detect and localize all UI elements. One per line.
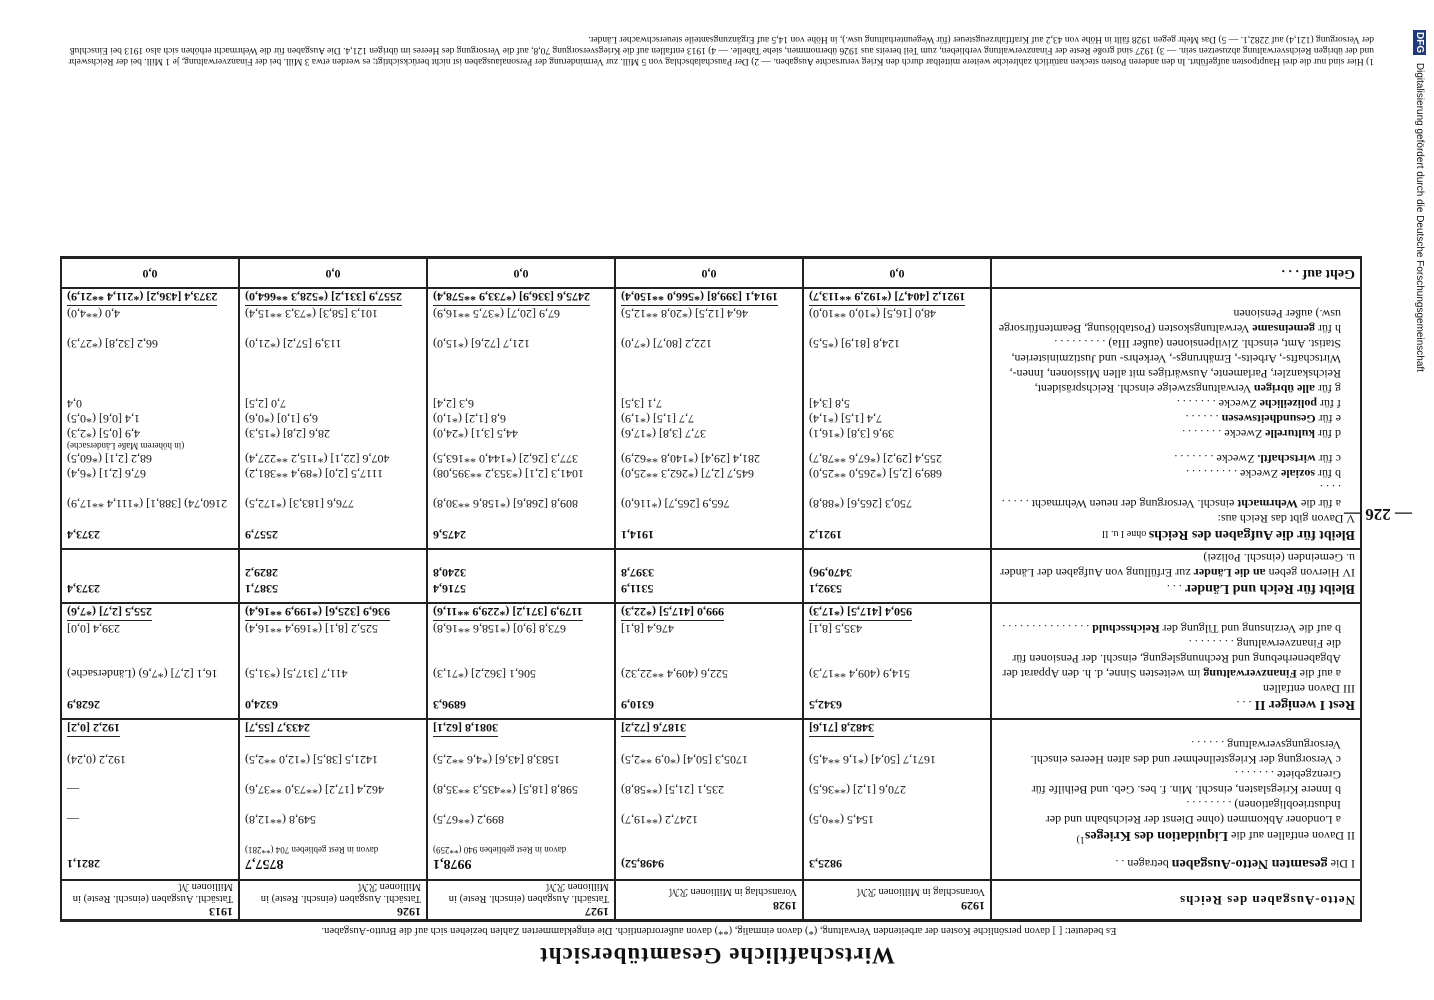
label-bold: polizeiliche <box>1259 397 1317 411</box>
cell-1928: 765,9 [265,7] (*116,0) <box>615 481 803 511</box>
cell-1913: 2628,9 <box>61 696 239 719</box>
label-bold: Bleibt für die Aufgaben des Reichs <box>1148 527 1355 542</box>
cell-1913: — <box>61 767 239 797</box>
cell-1926: 411,7 [317,5] (*31,5) <box>239 636 427 681</box>
cell-1913: 192,2 (0,24) <box>61 737 239 767</box>
subtotal-row <box>61 603 1361 621</box>
cell-1927: 6,8 [1,2] (*1,0) <box>427 411 615 426</box>
label-part: ohne I u. II <box>1101 528 1149 539</box>
cell-1928: 0,0 <box>615 258 803 289</box>
cell-1926: 1117,5 [2,0] (*89,4 **381,2) <box>239 466 427 481</box>
label-part: I Die <box>1327 857 1355 871</box>
row-label <box>991 636 1361 681</box>
cell-1927: 1583,8 [43,6] (*4,6 **2,5) <box>427 737 615 767</box>
digitization-credit <box>1413 30 1426 372</box>
cell-1928: 476,4 [8,1] <box>615 621 803 636</box>
subtotal-value: 999,0 [417,5] (*22,3) <box>621 605 724 619</box>
label-bold: kulturelle <box>1265 427 1315 441</box>
cell-1927: 5716,4 <box>427 580 615 603</box>
year-1928: 1928 <box>773 899 797 914</box>
label-bold: Geht auf . . . <box>1281 266 1355 281</box>
cell-1928: 3397,8 <box>615 549 803 580</box>
subtotal-row <box>61 288 1361 306</box>
cell-1927: 6,3 [2,4] <box>427 396 615 411</box>
table-row <box>61 737 1361 767</box>
cell-1926: 549,8 (**12,8) <box>239 797 427 827</box>
cell-1929: 689,9 [2,5] (*265,0 **25,0) <box>803 466 991 481</box>
cell-1927 <box>427 603 615 621</box>
label-bold: an die Länder <box>1193 566 1266 580</box>
subtotal-value: 1914,1 [399,8] (*566,0 **150,4) <box>621 290 778 304</box>
table-row <box>61 526 1361 549</box>
label-bold: Finanzverwaltung <box>1203 667 1297 681</box>
cell-1929: 750,3 [265,6] (*88,8) <box>803 481 991 511</box>
label-part: Verwaltungszweige einschl. Reichspräsident, Reichskanzler, Parlamente, Auswärtiges mit allen Missionen, Innen-, Wirtschafts-, Arbeits-, Ernährungs-, Verkehrs- und Justizministerien, Statist. Amt, einschl. Zivilpensionen (außer IIIa) . . . . . . . . . <box>1009 337 1341 396</box>
subtotal-value: 3482,8 [71,6] <box>809 721 874 735</box>
table-row <box>61 797 1361 827</box>
cell-note: (in höherem Maße Ländersache) <box>67 441 185 451</box>
cell-1927 <box>427 719 615 737</box>
cell-1927: 673,8 [9,0] (*158,6 **16,8) <box>427 621 615 636</box>
row-label <box>991 411 1361 426</box>
label-part: . . . <box>1166 582 1185 596</box>
page-number: — 226 — <box>1344 505 1412 524</box>
label-part: Zwecke . . . . . . . <box>1182 427 1266 441</box>
cell-1927: 506,1 [362,2] (*71,3) <box>427 636 615 681</box>
row-label <box>991 797 1361 827</box>
row-label <box>991 603 1361 621</box>
table-row <box>61 411 1361 426</box>
cell-1926: 1421,5 [38,5] (*12,0 **2,5) <box>239 737 427 767</box>
cell-1928: 37,7 [3,8] (*17,6) <box>615 426 803 441</box>
cell-1927 <box>427 681 615 696</box>
cell-1929: 7,4 [1,5] (*1,4) <box>803 411 991 426</box>
page-title: Wirtschaftliche Gesamtübersicht <box>539 943 895 968</box>
cell-1927 <box>427 845 615 880</box>
header-1927 <box>427 880 615 921</box>
cell-1913: 2160,74) [388,1] (*111,4 **17,9) <box>61 481 239 511</box>
row-label <box>991 827 1361 845</box>
table-row <box>61 549 1361 580</box>
table-header-row <box>61 880 1361 921</box>
cell-1926 <box>239 603 427 621</box>
cell-1926 <box>239 845 427 880</box>
cell-1928: 522,6 (409,4 **22,32) <box>615 636 803 681</box>
cell-1926 <box>239 681 427 696</box>
cell-1929: 5392,1 <box>803 580 991 603</box>
cell-1929: 9825,3 <box>803 845 991 880</box>
cell-1928: 7,7 [1,5] (*1,9) <box>615 411 803 426</box>
label-part: d für <box>1315 427 1341 441</box>
label-bold: Liquidation des Krieges <box>1084 828 1229 843</box>
row-label <box>991 336 1361 396</box>
cell-1928: 5311,9 <box>615 580 803 603</box>
credit-text: Digitalisierung gefördert durch die Deutsche Forschungsgemeinschaft <box>1414 62 1425 372</box>
cell-1913: 2373,4 <box>61 580 239 603</box>
cell-1926 <box>239 288 427 306</box>
subtotal-value: 2475,6 [336,9] (*733,9 **578,4) <box>433 290 590 304</box>
cell-1927: 121,7 [72,6] (*15,0) <box>427 336 615 396</box>
subtotal-value: 3081,8 [62,1] <box>433 721 498 735</box>
row-label <box>991 549 1361 580</box>
header-label: Netto-Ausgaben des Reichs <box>991 880 1361 921</box>
subtotal-value: 936,9 [325,6] (*199,9 **16,4) <box>245 605 390 619</box>
row-label <box>991 719 1361 737</box>
cell-1928: 645,7 [2,7] (*262,3 **25,0) <box>615 466 803 481</box>
row-label <box>991 696 1361 719</box>
year-1927: 1927 <box>585 905 609 919</box>
cell-1913: 239,4 [0,0] <box>61 621 239 636</box>
cell-1913 <box>61 288 239 306</box>
label-part: c Versorgung der Kriegsteilnehmer und des alten Heeres einschl. Versorgungsverwaltung . . . . . . <box>1030 738 1341 767</box>
row-label <box>991 426 1361 441</box>
cell-1929 <box>803 719 991 737</box>
cell-1927: 598,8 [18,5] (**435,3 **35,8) <box>427 767 615 797</box>
cell-1913: 0,4 <box>61 396 239 411</box>
table-row <box>61 621 1361 636</box>
cell-1927: 0,0 <box>427 258 615 289</box>
cell-1926: 462,4 [17,2] (**73,0 **37,6) <box>239 767 427 797</box>
label-part: a auf die <box>1296 667 1341 681</box>
cell-1913: 2373,4 <box>61 526 239 549</box>
cell-1929: 1921,2 <box>803 526 991 549</box>
cell-1929: 1671,7 [50,4] (*1,6 **4,5) <box>803 737 991 767</box>
cell-1926: 6,9 [1,0] (*0,6) <box>239 411 427 426</box>
cell-1926: 776,6 [183,3] (*172,5) <box>239 481 427 511</box>
subtotal-value: 2373,4 [436,2] (*211,4 **21,9) <box>67 290 218 304</box>
cell-1927: 67,9 [20,7] (*37,5 **16,9) <box>427 306 615 336</box>
cell-1929 <box>803 827 991 845</box>
subtotal-value: 2557,9 [331,2] (*528,3 **664,0) <box>245 290 402 304</box>
label-part: II Davon entfallen auf die <box>1228 829 1355 843</box>
label-part: IV Hiervon geben <box>1265 566 1355 580</box>
cell-1926: 7,0 [2,5] <box>239 396 427 411</box>
cell-value: 9978,1 <box>433 856 472 871</box>
cell-1928: 1914,1 <box>615 526 803 549</box>
cell-1913 <box>61 719 239 737</box>
table-row <box>61 466 1361 481</box>
cell-1926: 113,9 [57,2] (*21,0) <box>239 336 427 396</box>
cell-1913: 67,6 [2,1] (*6,4) <box>61 466 239 481</box>
cell-1913: — <box>61 797 239 827</box>
cell-1913 <box>61 681 239 696</box>
cell-1927: 1041,3 [2,1] (*353,2 **395,08) <box>427 466 615 481</box>
row-label: V Davon gibt das Reich aus: <box>991 511 1361 526</box>
header-1928 <box>615 880 803 921</box>
cell-1928: 6310,9 <box>615 696 803 719</box>
subtotal-value: 950,4 [417,5] (*17,3) <box>809 605 912 619</box>
desc-1928: Voranschlag in Millionen ℛℳ <box>668 886 797 898</box>
label-part: betragen . . <box>1115 857 1172 871</box>
footnotes: 1) Hier sind nur die drei Hauptposten aufgeführt. In den anderen Posten stecken natürlich zahlreiche weitere mittelbar durch den Krieg verursachte Ausgaben. — 2) Der Pauschalabschlag von 5 Mill. zur Verminderung der Personalausgaben ist nicht berücksichtigt; es werden etwa 3 Mill. bei der Finanzverwaltung, je 1 Mill. bei der Reichswehr und der übrigen Reichsverwaltung abzusetzen sein. — 3) 1927 sind große Reste der Finanzverwaltung verblieben, zum Teil bereits aus 1926 übernommen, siehe Tabelle. — 4) 1913 entfallen auf die Kriegsversorgung 70,8, auf die Versorgung des Heeres im übrigen 121,4. Die Ausgaben für die Wehrmacht erhöhen sich also 1913 bei Einschluß der Versorgung (121,4) auf 2282,1. — 5) Das Mehr gegen 1928 fällt in Höhe von 43,2 auf Kraftfahrzeugsteuer (für Wegeunterhaltung usw.), in Höhe von 14,5 auf Ergänzungsanteile steuerschwacher Länder. <box>68 34 1374 66</box>
row-label <box>991 767 1361 797</box>
subtotal-value: 192,2 [0,2] <box>67 721 120 735</box>
cell-1913: 16,1 [2,7] (*7,6) (Ländersache) <box>61 636 239 681</box>
header-1913 <box>61 880 239 921</box>
cell-1927 <box>427 511 615 526</box>
table-row <box>61 481 1361 511</box>
cell-1928: 281,4 [29,4] (*140,8 **62,9) <box>615 441 803 466</box>
label-bold: wirtschaftl. <box>1257 452 1316 466</box>
label-bold: Gesundheitswesen <box>1221 412 1316 426</box>
cell-1929: 39,6 [3,8] (*16,1) <box>803 426 991 441</box>
year-1926: 1926 <box>397 905 421 919</box>
row-label <box>991 737 1361 767</box>
label-part: zur Erfüllung von Aufgaben der Länder u. Gemeinden (einschl. Polizei) <box>1000 551 1355 580</box>
cell-1926: 407,6 [22,1] (*115,2 **227,4) <box>239 441 427 466</box>
cell-1913 <box>61 549 239 580</box>
row-label <box>991 481 1361 511</box>
label-part: f für <box>1317 397 1341 411</box>
cell-1928: 46,4 [12,5] (*20,8 **12,5) <box>615 306 803 336</box>
label-part: . . . . . . . . . . . . . . . <box>1002 622 1093 636</box>
row-label <box>991 258 1361 289</box>
cell-1926 <box>239 827 427 845</box>
label-part: a für die <box>1298 497 1341 511</box>
cell-1927: 377,3 [26,2] (*144,0 **163,5) <box>427 441 615 466</box>
cell-1927: 3240,8 <box>427 549 615 580</box>
cell-1913 <box>61 827 239 845</box>
label-part: 1) <box>1076 834 1085 845</box>
row-label <box>991 845 1361 880</box>
cell-1929 <box>803 603 991 621</box>
cell-1913: 66,2 [32,8] (*27,3) <box>61 336 239 396</box>
cell-1913: 4,0 (**4,0) <box>61 306 239 336</box>
label-part: . . . <box>1236 698 1255 712</box>
cell-1926: 5387,1 <box>239 580 427 603</box>
row-label <box>991 306 1361 336</box>
cell-1928: 235,1 [21,5] (**58,8) <box>615 767 803 797</box>
cell-1913: 4,9 [0,5] (*2,3) <box>61 426 239 441</box>
subtotal-value: 255,5 [2,7] (*7,6) <box>67 605 152 619</box>
cell-1913: 2821,1 <box>61 845 239 880</box>
cell-value: 68,2 [2,1] (*60,5) <box>67 452 152 466</box>
cell-note: davon in Rest geblieben 940 (**259) <box>433 845 567 855</box>
cell-1926: 6324,0 <box>239 696 427 719</box>
cell-1913: 1,4 [0,6] (*0,5) <box>61 411 239 426</box>
cell-1929: 270,6 [1,2] (**36,5) <box>803 767 991 797</box>
label-part: b Innere Kriegslasten, einschl. Min. f. bes. Geb. und Beihilfe für Grenzgebiete . . . . . . . <box>1031 768 1341 797</box>
table-row <box>61 580 1361 603</box>
row-label <box>991 396 1361 411</box>
cell-1928: 9498,52) <box>615 845 803 880</box>
cell-note: davon in Rest geblieben 704 (**281) <box>245 845 379 855</box>
cell-1928 <box>615 827 803 845</box>
label-bold: Bleibt für Reich und Länder <box>1184 581 1355 596</box>
label-bold: Reichsschuld <box>1092 622 1160 636</box>
cell-1929: 514,9 (409,4 **17,3) <box>803 636 991 681</box>
cell-1929: 435,5 [8,1] <box>803 621 991 636</box>
cell-1926: 28,6 [2,8] (*15,3) <box>239 426 427 441</box>
row-label: III Davon entfallen <box>991 681 1361 696</box>
row-label <box>991 526 1361 549</box>
legend-text: Es bedeutet: [ ] davon persönliche Kosten der arbeitenden Verwaltung, (*) davon einmalig, (**) davon außerordentlich. Die eingeklammerten Zahlen beziehen sich auf die Brutto-Ausgaben. <box>321 925 1117 936</box>
label-part: Verwaltungskosten (Postablösung, Beamtenfürsorge usw.) außer Pensionen <box>998 307 1341 336</box>
cell-1929 <box>803 681 991 696</box>
cell-1929 <box>803 288 991 306</box>
table-row <box>61 258 1361 289</box>
cell-1913 <box>61 603 239 621</box>
cell-1927 <box>427 827 615 845</box>
subtotal-value: 2433,7 [55,7] <box>245 721 310 735</box>
table-row <box>61 827 1361 845</box>
cell-1929: 154,5 (**0,5) <box>803 797 991 827</box>
label-bold: Wehrmacht <box>1237 497 1299 511</box>
label-part: e für <box>1315 412 1341 426</box>
cell-1929: 48,0 [16,5] (*10,0 **10,0) <box>803 306 991 336</box>
label-part: . . . . . . <box>1185 412 1222 426</box>
cell-1926: 2829,2 <box>239 549 427 580</box>
label-part: c für <box>1315 452 1341 466</box>
header-1926 <box>239 880 427 921</box>
row-label <box>991 580 1361 603</box>
desc-1913: Tatsächl. Ausgaben (einschl. Reste) in Millionen ℳ <box>72 881 233 904</box>
cell-1927: 899,2 (**67,5) <box>427 797 615 827</box>
label-part: Zwecke . . . . . . . <box>1174 452 1258 466</box>
subtotal-value: 1921,2 [404,7] (*192,9 **113,7) <box>809 290 966 304</box>
table-row <box>61 767 1361 797</box>
cell-1929: 124,8 [81,9] (*5,5) <box>803 336 991 396</box>
cell-1929: 5,8 [3,4] <box>803 396 991 411</box>
table-row <box>61 845 1361 880</box>
cell-1928 <box>615 511 803 526</box>
label-part: b auf die Verzinsung und Tilgung der <box>1159 622 1341 636</box>
cell-1927 <box>427 288 615 306</box>
year-1929: 1929 <box>961 899 985 914</box>
cell-1928: 7,1 [3,5] <box>615 396 803 411</box>
cell-1926: 525,2 [8,1] (*169,4 **16,4) <box>239 621 427 636</box>
table-row <box>61 636 1361 681</box>
cell-1926 <box>239 719 427 737</box>
label-part: Zwecke . . . . . . . <box>1176 397 1260 411</box>
cell-1926: 2557,9 <box>239 526 427 549</box>
label-bold: Rest I weniger II <box>1254 697 1355 712</box>
subtotal-value: 1179,9 [371,2] (*229,9 **11,6) <box>433 605 583 619</box>
label-bold: gemeinsame <box>1252 322 1315 336</box>
cell-1928: 1705,3 [50,4] (*0,9 **2,5) <box>615 737 803 767</box>
table-row <box>61 336 1361 396</box>
label-part: b für <box>1315 467 1341 481</box>
dfg-logo: DFG <box>1414 32 1425 54</box>
label-part: h für <box>1315 322 1341 336</box>
cell-1927: 44,5 [3,1] (*24,0) <box>427 426 615 441</box>
label-bold: alle übrigen <box>1253 382 1315 396</box>
subtotal-row <box>61 719 1361 737</box>
desc-1926: Tatsächl. Ausgaben (einschl. Reste) in Millionen ℛℳ <box>260 881 421 904</box>
label-bold: gesamten Netto-Ausgaben <box>1171 856 1328 871</box>
cell-1927: 809,8 [268,6] (*158,6 **30,8) <box>427 481 615 511</box>
cell-1928: 1247,2 (**19,7) <box>615 797 803 827</box>
cell-1927: 2475,6 <box>427 526 615 549</box>
table-row <box>61 511 1361 526</box>
label-part: Zwecke . . . . . . . . . <box>1186 467 1281 481</box>
row-label <box>991 441 1361 466</box>
cell-1926: 101,3 [58,3] (*73,3 **15,4) <box>239 306 427 336</box>
label-part: g für <box>1315 382 1341 396</box>
cell-1928 <box>615 288 803 306</box>
table-row <box>61 441 1361 466</box>
cell-1928 <box>615 719 803 737</box>
row-label <box>991 288 1361 306</box>
table-row <box>61 426 1361 441</box>
cell-1929 <box>803 511 991 526</box>
label-part: im weitesten Sinne, d. h. den Apparat der Abgabenerhebung und Rechnungslegung, einschl. der Pensionen für die Finanzverwaltung . . . . . . . . <box>1002 637 1341 681</box>
desc-1929: Voranschlag in Millionen ℛℳ <box>856 886 985 898</box>
label-part: einschl. Versorgung der neuen Wehrmacht . . . . . . . . . <box>1001 482 1341 511</box>
cell-1929: 0,0 <box>803 258 991 289</box>
row-label <box>991 466 1361 481</box>
overview-table <box>60 256 1362 922</box>
cell-1926 <box>239 511 427 526</box>
cell-1928 <box>615 681 803 696</box>
cell-1913 <box>61 511 239 526</box>
table-row <box>61 306 1361 336</box>
subtotal-value: 3187,6 [72,2] <box>621 721 686 735</box>
row-label <box>991 621 1361 636</box>
cell-1929: 255,4 [29,2] (*67,6 **78,7) <box>803 441 991 466</box>
table-row <box>61 396 1361 411</box>
cell-1928 <box>615 603 803 621</box>
label-bold: soziale <box>1281 467 1315 481</box>
desc-1927: Tatsächl. Ausgaben (einschl. Reste) in Millionen ℛℳ <box>448 881 609 904</box>
year-1913: 1913 <box>209 905 233 919</box>
label-part: a Londoner Abkommen (ohne Dienst der Reichsbahn und der Industrieobligationen) . . . . . . . . <box>1045 798 1341 827</box>
cell-1929: 6342,5 <box>803 696 991 719</box>
cell-1926: 0,0 <box>239 258 427 289</box>
cell-1928: 122,2 [80,7] (*7,0) <box>615 336 803 396</box>
table-row <box>61 696 1361 719</box>
table-row <box>61 681 1361 696</box>
cell-1927: 6896,3 <box>427 696 615 719</box>
cell-value: 8757,7 <box>245 856 284 871</box>
cell-1929: 3470,96) <box>803 549 991 580</box>
cell-1913 <box>61 441 239 466</box>
cell-1913: 0,0 <box>61 258 239 289</box>
header-1929 <box>803 880 991 921</box>
